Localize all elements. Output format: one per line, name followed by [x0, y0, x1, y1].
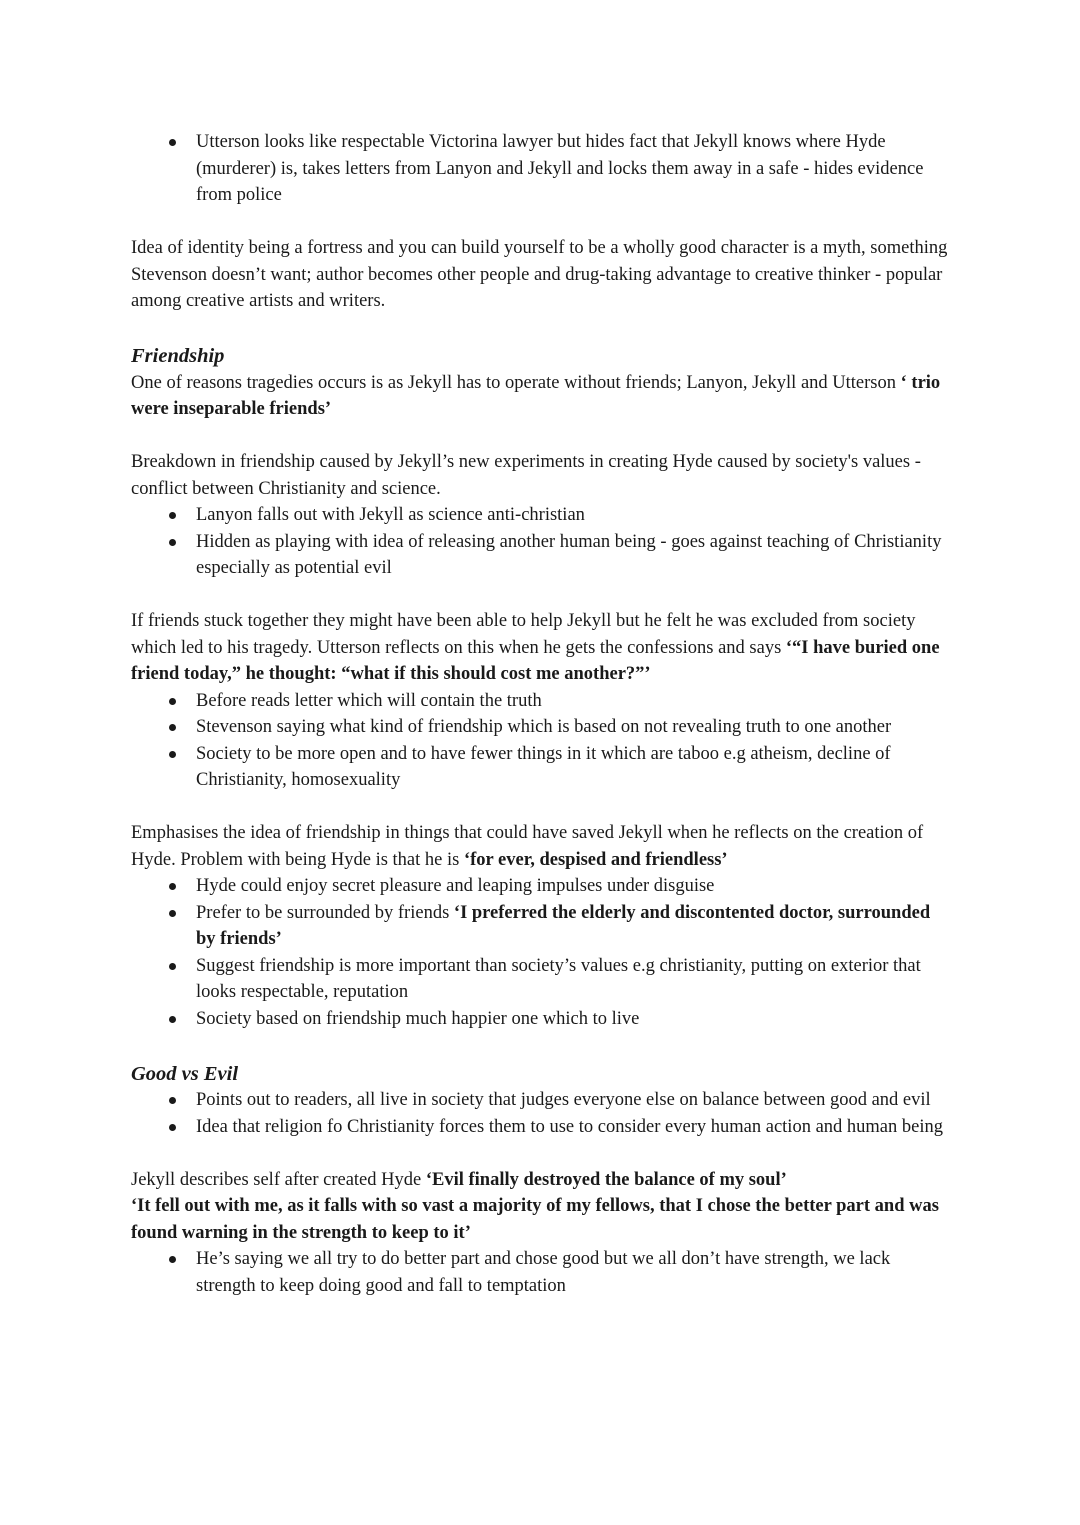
quote: ‘“I have buried one friend today,” he thought: “what if this should cost me another?”’: [131, 637, 940, 684]
list-item: Stevenson saying what kind of friendship which is based on not revealing truth to one another: [131, 714, 951, 741]
intro-list: [131, 129, 951, 209]
document-body: [131, 129, 951, 1299]
paragraph-text: One of reasons tragedies occurs is as Jekyll has to operate without friends; Lanyon, Jekyll and Utterson: [131, 372, 901, 393]
quote: ‘I preferred the elderly and discontented doctor, surrounded by friends’: [196, 902, 931, 949]
friendship-paragraph-3: [131, 608, 951, 688]
friendship-paragraph-1: [131, 370, 951, 423]
identity-paragraph: Idea of identity being a fortress and you can build yourself to be a wholly good character is a myth, something Stevenson doesn’t want; author becomes other people and drug-taking advantage to creative thinker - popular among creative artists and writers.: [131, 238, 948, 311]
friendship-list-3: [131, 688, 951, 794]
list-item: Suggest friendship is more important than society’s values e.g christianity, putting on exterior that looks respectable, reputation: [131, 953, 951, 1006]
list-item: Lanyon falls out with Jekyll as science anti-christian: [131, 502, 951, 529]
good-evil-paragraph: [131, 1167, 951, 1247]
list-item: Society based on friendship much happier one which to live: [131, 1006, 951, 1033]
friendship-list-4: [131, 873, 951, 1032]
good-vs-evil-heading: Good vs Evil: [131, 1062, 239, 1085]
quote: ‘ trio were inseparable friends’: [131, 372, 941, 419]
quote: ‘Evil finally destroyed the balance of my soul’: [425, 1169, 787, 1190]
list-item: [131, 900, 951, 953]
list-item: Utterson looks like respectable Victorina lawyer but hides fact that Jekyll knows where Hyde (murderer) is, takes letters from Lanyon and Jekyll and locks them away in a safe - hides evidence from police: [131, 129, 951, 209]
good-evil-list: [131, 1087, 951, 1140]
quote: ‘for ever, despised and friendless’: [463, 849, 728, 870]
good-evil-final-list: [131, 1246, 951, 1299]
friendship-list-2: [131, 502, 951, 582]
friendship-heading: Friendship: [131, 345, 225, 367]
list-item: He’s saying we all try to do better part and chose good but we all don’t have strength, we lack strength to keep doing good and fall to temptation: [131, 1246, 951, 1299]
friendship-paragraph-2: Breakdown in friendship caused by Jekyll’s new experiments in creating Hyde caused by society's values - conflict between Christianity and science.: [131, 452, 921, 499]
list-item: Society to be more open and to have fewer things in it which are taboo e.g atheism, decline of Christianity, homosexuality: [131, 741, 951, 794]
list-item: Points out to readers, all live in society that judges everyone else on balance between good and evil: [131, 1087, 951, 1114]
list-item: Hidden as playing with idea of releasing another human being - goes against teaching of Christianity especially as potential evil: [131, 529, 951, 582]
friendship-paragraph-4: [131, 820, 951, 873]
list-item: Idea that religion fo Christianity forces them to use to consider every human action and human being: [131, 1114, 951, 1141]
paragraph-text: If friends stuck together they might have been able to help Jekyll but he felt he was excluded from society which led to his tragedy. Utterson reflects on this when he gets the confessions and says: [131, 611, 916, 658]
list-item: Hyde could enjoy secret pleasure and leaping impulses under disguise: [131, 873, 951, 900]
quote: ‘It fell out with me, as it falls with so vast a majority of my fellows, that I chose the better part and was found warning in the strength to keep to it’: [131, 1196, 939, 1243]
paragraph-text: Emphasises the idea of friendship in things that could have saved Jekyll when he reflects on the creation of Hyde. Problem with being Hyde is that he is: [131, 823, 924, 870]
list-item-text: Prefer to be surrounded by friends: [196, 902, 454, 923]
paragraph-text: Jekyll describes self after created Hyde: [131, 1169, 426, 1190]
list-item: Before reads letter which will contain the truth: [131, 688, 951, 715]
